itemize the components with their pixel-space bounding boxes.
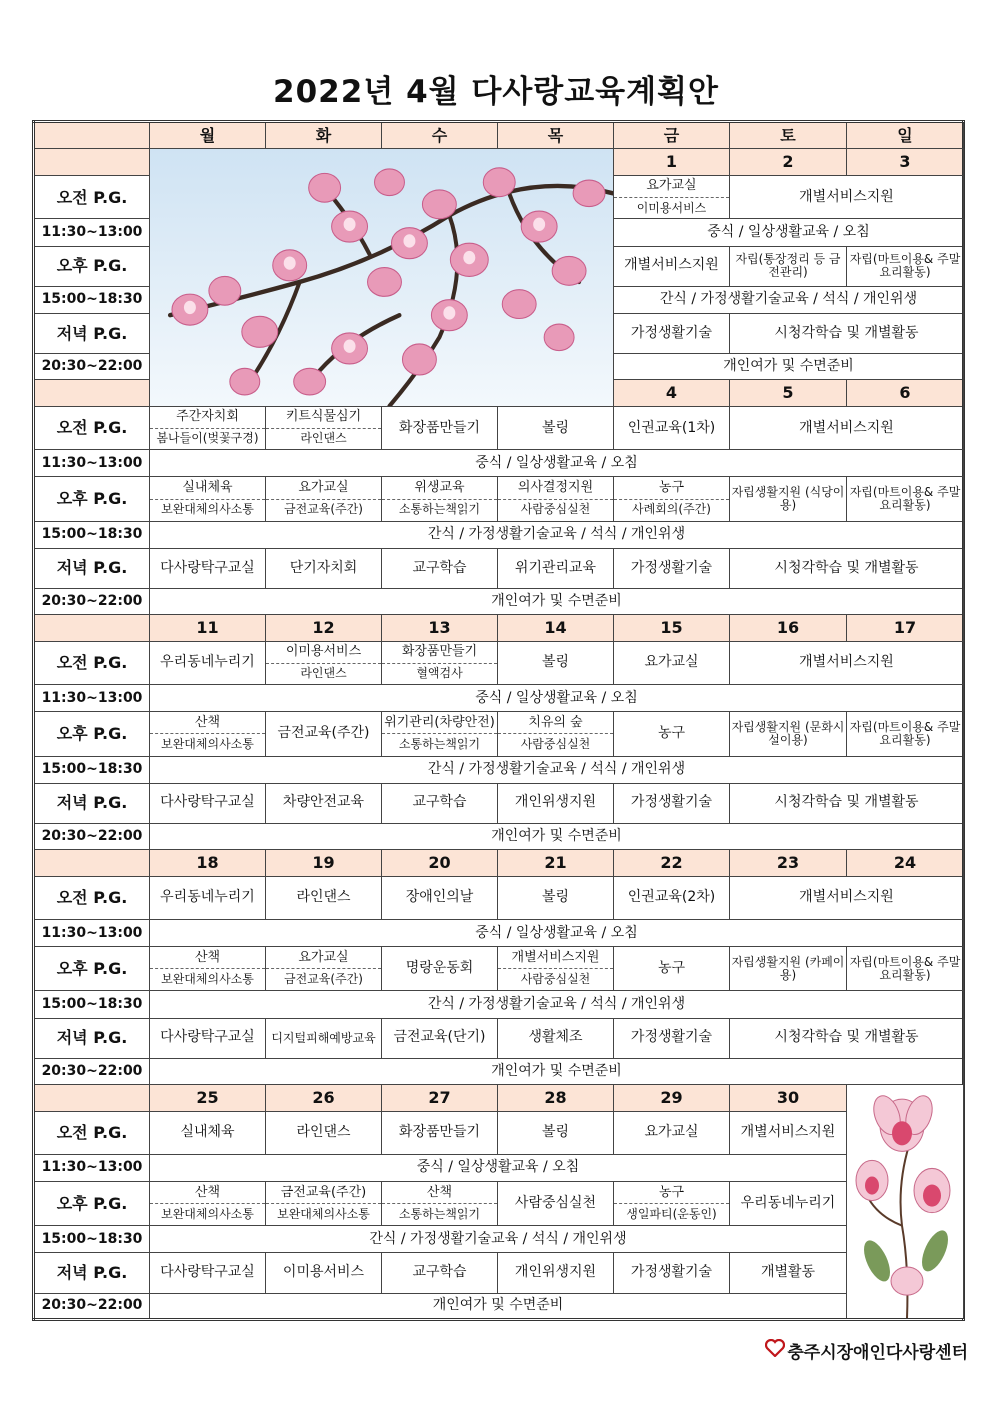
footer xyxy=(765,1338,968,1363)
eve-cell: 교구학습 xyxy=(382,783,498,823)
program-text: 요가교실 xyxy=(298,949,349,965)
date-cell: 29 xyxy=(614,1084,730,1111)
eve-cell: 다사랑탁구교실 xyxy=(150,1253,266,1293)
pm-cell xyxy=(150,1182,266,1226)
date-cell: 4 xyxy=(614,380,730,407)
pm-label: 오후 P.G. xyxy=(34,1182,150,1226)
program-text: 라인댄스 xyxy=(266,428,381,450)
am-cell xyxy=(150,407,266,450)
am-cell: 우리동네누리기 xyxy=(150,876,266,919)
date-cell: 24 xyxy=(847,849,964,876)
program-text: 사례회의(주간) xyxy=(614,499,729,521)
lunch-cell: 중식 / 일상생활교육 / 오침 xyxy=(150,1155,847,1182)
eve-cell: 가정생활기술 xyxy=(614,1253,730,1293)
am-cell: 라인댄스 xyxy=(266,1111,382,1154)
program-text: 농구 xyxy=(658,1184,685,1200)
date-row-label xyxy=(34,380,150,407)
eve-cell: 차량안전교육 xyxy=(266,783,382,823)
date-row-label xyxy=(34,614,150,641)
date-row xyxy=(34,849,964,876)
date-cell: 25 xyxy=(150,1084,266,1111)
lunch-row xyxy=(34,920,964,947)
pm-label: 오후 P.G. xyxy=(34,712,150,756)
date-cell: 21 xyxy=(498,849,614,876)
am-cell: 개별서비스지원 xyxy=(730,876,964,919)
pm-cell xyxy=(498,477,614,521)
night-cell: 개인여가 및 수면준비 xyxy=(614,353,964,379)
pm-cell xyxy=(266,477,382,521)
eve-cell: 개인위생지원 xyxy=(498,1253,614,1293)
am-row xyxy=(34,876,964,919)
weekday-label: 화 xyxy=(266,122,382,149)
lunch-time-label: 11:30~13:00 xyxy=(34,685,150,712)
night-time-label: 20:30~22:00 xyxy=(34,1058,150,1084)
program-text: 생일파티(운동인) xyxy=(614,1203,729,1225)
pm-cell xyxy=(382,477,498,521)
date-cell: 3 xyxy=(847,149,964,176)
eve-cell: 위기관리교육 xyxy=(498,548,614,588)
pm-cell xyxy=(150,712,266,756)
eve-row xyxy=(34,548,964,588)
date-cell: 30 xyxy=(730,1084,847,1111)
program-text: 혈액검사 xyxy=(382,663,497,685)
program-text: 요가교실 xyxy=(646,178,697,194)
am-cell: 요가교실 xyxy=(614,642,730,685)
eve-cell: 개인위생지원 xyxy=(498,783,614,823)
am-cell: 개별서비스지원 xyxy=(730,176,964,219)
program-text: 이미용서비스 xyxy=(614,197,729,219)
pm-row xyxy=(34,712,964,756)
date-cell: 15 xyxy=(614,614,730,641)
date-cell: 26 xyxy=(266,1084,382,1111)
am-label: 오전 P.G. xyxy=(34,1111,150,1154)
pm-cell xyxy=(614,1182,730,1226)
eve-cell: 교구학습 xyxy=(382,548,498,588)
am-cell: 개별서비스지원 xyxy=(730,407,964,450)
program-text: 이미용서비스 xyxy=(285,644,362,660)
am-cell: 개별서비스지원 xyxy=(730,642,964,685)
date-row-label xyxy=(34,1084,150,1111)
lunch-cell: 중식 / 일상생활교육 / 오침 xyxy=(150,450,964,477)
program-text: 농구 xyxy=(658,479,685,495)
snack-row xyxy=(34,521,964,548)
date-cell: 19 xyxy=(266,849,382,876)
am-label: 오전 P.G. xyxy=(34,176,150,219)
am-cell: 볼링 xyxy=(498,407,614,450)
weekday-label: 월 xyxy=(150,122,266,149)
eve-cell: 교구학습 xyxy=(382,1253,498,1293)
am-cell xyxy=(614,176,730,219)
am-row xyxy=(34,642,964,685)
pm-cell: 명랑운동회 xyxy=(382,947,498,991)
am-cell: 인권교육(2차) xyxy=(614,876,730,919)
pm-row xyxy=(34,477,964,521)
pm-cell: 농구 xyxy=(614,947,730,991)
program-text: 금전교육(주간) xyxy=(266,499,381,521)
am-row xyxy=(34,407,964,450)
lunch-cell: 중식 / 일상생활교육 / 오침 xyxy=(614,219,964,246)
date-row xyxy=(34,614,964,641)
eve-cell: 시청각학습 및 개별활동 xyxy=(730,313,964,353)
pm-cell xyxy=(498,947,614,991)
program-text: 화장품만들기 xyxy=(401,644,478,660)
organization-name: 충주시장애인다사랑센터 xyxy=(787,1343,968,1363)
am-cell: 볼링 xyxy=(498,1111,614,1154)
eve-label: 저녁 P.G. xyxy=(34,548,150,588)
eve-row xyxy=(34,783,964,823)
program-text: 소통하는책읽기 xyxy=(382,1203,497,1225)
night-time-label: 20:30~22:00 xyxy=(34,353,150,379)
weekday-label: 토 xyxy=(730,122,847,149)
pm-cell xyxy=(150,947,266,991)
am-cell: 실내체육 xyxy=(150,1111,266,1154)
pm-cell xyxy=(614,477,730,521)
pm-cell xyxy=(382,1182,498,1226)
date-row-label xyxy=(34,849,150,876)
pm-cell: 자립(마트이용& 주말요리활동) xyxy=(847,712,964,756)
eve-cell: 개별활동 xyxy=(730,1253,847,1293)
pm-cell: 자립생활지원 (식당이용) xyxy=(730,477,847,521)
night-time-label: 20:30~22:00 xyxy=(34,823,150,849)
date-cell: 6 xyxy=(847,380,964,407)
pm-cell: 농구 xyxy=(614,712,730,756)
program-text: 실내체육 xyxy=(182,479,233,495)
date-cell: 28 xyxy=(498,1084,614,1111)
weekday-label: 일 xyxy=(847,122,964,149)
pm-cell: 금전교육(주간) xyxy=(266,712,382,756)
date-cell: 27 xyxy=(382,1084,498,1111)
am-row xyxy=(34,1111,964,1154)
lunch-row xyxy=(34,1155,964,1182)
date-cell: 16 xyxy=(730,614,847,641)
date-cell: 13 xyxy=(382,614,498,641)
program-text: 산책 xyxy=(194,714,221,730)
eve-label: 저녁 P.G. xyxy=(34,313,150,353)
program-text: 산책 xyxy=(194,949,221,965)
snack-time-label: 15:00~18:30 xyxy=(34,286,150,313)
program-text: 사람중심실천 xyxy=(498,968,613,990)
date-row xyxy=(34,149,964,176)
eve-cell: 다사랑탁구교실 xyxy=(150,783,266,823)
snack-time-label: 15:00~18:30 xyxy=(34,1226,150,1253)
snack-row xyxy=(34,1226,964,1253)
date-cell: 17 xyxy=(847,614,964,641)
program-text: 키트식물심기 xyxy=(285,409,362,425)
date-cell: 23 xyxy=(730,849,847,876)
night-time-label: 20:30~22:00 xyxy=(34,1293,150,1319)
date-cell: 22 xyxy=(614,849,730,876)
lunch-row xyxy=(34,450,964,477)
am-cell: 볼링 xyxy=(498,642,614,685)
pm-label: 오후 P.G. xyxy=(34,477,150,521)
eve-cell: 다사랑탁구교실 xyxy=(150,548,266,588)
date-cell: 1 xyxy=(614,149,730,176)
program-text: 보완대체의사소통 xyxy=(150,968,265,990)
pm-label: 오후 P.G. xyxy=(34,246,150,286)
program-text: 개별서비스지원 xyxy=(511,949,600,965)
program-text: 라인댄스 xyxy=(266,663,381,685)
eve-cell: 시청각학습 및 개별활동 xyxy=(730,783,964,823)
eve-row xyxy=(34,1018,964,1058)
snack-time-label: 15:00~18:30 xyxy=(34,756,150,783)
am-cell xyxy=(382,642,498,685)
pm-row xyxy=(34,947,964,991)
weekday-label: 금 xyxy=(614,122,730,149)
am-cell: 화장품만들기 xyxy=(382,407,498,450)
lunch-time-label: 11:30~13:00 xyxy=(34,450,150,477)
am-label: 오전 P.G. xyxy=(34,876,150,919)
eve-cell: 금전교육(단기) xyxy=(382,1018,498,1058)
am-cell: 장애인의날 xyxy=(382,876,498,919)
date-cell: 11 xyxy=(150,614,266,641)
night-cell: 개인여가 및 수면준비 xyxy=(150,1293,847,1319)
am-cell xyxy=(266,642,382,685)
date-row-label xyxy=(34,149,150,176)
eve-label: 저녁 P.G. xyxy=(34,783,150,823)
night-time-label: 20:30~22:00 xyxy=(34,588,150,614)
eve-cell: 가정생활기술 xyxy=(614,783,730,823)
program-text: 소통하는책읽기 xyxy=(382,733,497,755)
pm-cell: 자립(통장정리 등 금전관리) xyxy=(730,246,847,286)
am-label: 오전 P.G. xyxy=(34,407,150,450)
pm-cell: 우리동네누리기 xyxy=(730,1182,847,1226)
eve-cell: 가정생활기술 xyxy=(614,548,730,588)
am-cell: 화장품만들기 xyxy=(382,1111,498,1154)
pm-cell xyxy=(266,947,382,991)
pm-label: 오후 P.G. xyxy=(34,947,150,991)
am-cell: 인권교육(1차) xyxy=(614,407,730,450)
date-cell: 12 xyxy=(266,614,382,641)
pm-cell xyxy=(498,712,614,756)
snack-time-label: 15:00~18:30 xyxy=(34,521,150,548)
program-text: 치유의 숲 xyxy=(528,714,583,730)
lunch-row xyxy=(34,685,964,712)
eve-label: 저녁 P.G. xyxy=(34,1018,150,1058)
weekday-label: 목 xyxy=(498,122,614,149)
lunch-time-label: 11:30~13:00 xyxy=(34,1155,150,1182)
pm-cell xyxy=(382,712,498,756)
eve-cell: 이미용서비스 xyxy=(266,1253,382,1293)
pm-cell: 사람중심실천 xyxy=(498,1182,614,1226)
program-text: 사람중심실천 xyxy=(498,499,613,521)
program-text: 산책 xyxy=(426,1184,453,1200)
pm-row xyxy=(34,1182,964,1226)
date-row xyxy=(34,1084,964,1111)
magnolia-illustration xyxy=(847,1084,964,1319)
pm-cell: 자립(마트이용& 주말요리활동) xyxy=(847,477,964,521)
program-text: 요가교실 xyxy=(298,479,349,495)
date-cell: 2 xyxy=(730,149,847,176)
eve-cell: 다사랑탁구교실 xyxy=(150,1018,266,1058)
program-text: 주간자치회 xyxy=(176,409,239,425)
program-text: 금전교육(주간) xyxy=(280,1184,367,1200)
am-cell: 볼링 xyxy=(498,876,614,919)
page-title: 2022년 4월 다사랑교육계획안 xyxy=(273,74,719,110)
program-text: 위생교육 xyxy=(414,479,465,495)
lunch-cell: 중식 / 일상생활교육 / 오침 xyxy=(150,685,964,712)
night-cell: 개인여가 및 수면준비 xyxy=(150,823,964,849)
night-row xyxy=(34,588,964,614)
date-cell: 5 xyxy=(730,380,847,407)
am-cell: 개별서비스지원 xyxy=(730,1111,847,1154)
lunch-time-label: 11:30~13:00 xyxy=(34,219,150,246)
program-text: 보완대체의사소통 xyxy=(150,499,265,521)
night-row xyxy=(34,823,964,849)
eve-cell: 생활체조 xyxy=(498,1018,614,1058)
eve-cell: 가정생활기술 xyxy=(614,313,730,353)
eve-cell: 단기자치회 xyxy=(266,548,382,588)
snack-cell: 간식 / 가정생활기술교육 / 석식 / 개인위생 xyxy=(150,521,964,548)
program-text: 보완대체의사소통 xyxy=(150,733,265,755)
am-label: 오전 P.G. xyxy=(34,642,150,685)
pm-cell xyxy=(266,1182,382,1226)
eve-label: 저녁 P.G. xyxy=(34,1253,150,1293)
snack-time-label: 15:00~18:30 xyxy=(34,991,150,1018)
snack-cell: 간식 / 가정생활기술교육 / 석식 / 개인위생 xyxy=(614,286,964,313)
date-cell: 18 xyxy=(150,849,266,876)
night-cell: 개인여가 및 수면준비 xyxy=(150,1058,964,1084)
snack-row xyxy=(34,991,964,1018)
pm-cell: 자립생활지원 (문화시설이용) xyxy=(730,712,847,756)
eve-cell: 디지털피해예방교육 xyxy=(266,1018,382,1058)
weekday-header-row xyxy=(34,122,964,149)
schedule-table xyxy=(32,120,965,1321)
am-cell: 라인댄스 xyxy=(266,876,382,919)
program-text: 봄나들이(벚꽃구경) xyxy=(150,428,265,450)
snack-row xyxy=(34,756,964,783)
program-text: 보완대체의사소통 xyxy=(266,1203,381,1225)
date-cell: 14 xyxy=(498,614,614,641)
date-cell: 20 xyxy=(382,849,498,876)
snack-cell: 간식 / 가정생활기술교육 / 석식 / 개인위생 xyxy=(150,1226,847,1253)
night-row xyxy=(34,1293,964,1319)
program-text: 위기관리(차량안전) xyxy=(384,714,495,730)
pm-cell: 자립생활지원 (카페이용) xyxy=(730,947,847,991)
magnolia-photo xyxy=(150,149,614,407)
pm-cell xyxy=(150,477,266,521)
am-cell: 요가교실 xyxy=(614,1111,730,1154)
pm-cell: 개별서비스지원 xyxy=(614,246,730,286)
program-text: 사람중심실천 xyxy=(498,733,613,755)
eve-cell: 시청각학습 및 개별활동 xyxy=(730,548,964,588)
am-cell: 우리동네누리기 xyxy=(150,642,266,685)
program-text: 의사결정지원 xyxy=(517,479,594,495)
lunch-time-label: 11:30~13:00 xyxy=(34,920,150,947)
heart-logo-icon xyxy=(765,1339,785,1362)
program-text: 금전교육(주간) xyxy=(266,968,381,990)
night-row xyxy=(34,1058,964,1084)
program-text: 산책 xyxy=(194,1184,221,1200)
pm-cell: 자립(마트이용& 주말요리활동) xyxy=(847,246,964,286)
program-text: 보완대체의사소통 xyxy=(150,1203,265,1225)
snack-cell: 간식 / 가정생활기술교육 / 석식 / 개인위생 xyxy=(150,756,964,783)
pm-cell: 자립(마트이용& 주말요리활동) xyxy=(847,947,964,991)
lunch-cell: 중식 / 일상생활교육 / 오침 xyxy=(150,920,964,947)
eve-cell: 시청각학습 및 개별활동 xyxy=(730,1018,964,1058)
corner-cell xyxy=(34,122,150,149)
eve-cell: 가정생활기술 xyxy=(614,1018,730,1058)
night-cell: 개인여가 및 수면준비 xyxy=(150,588,964,614)
am-cell xyxy=(266,407,382,450)
eve-row xyxy=(34,1253,964,1293)
program-text: 소통하는책읽기 xyxy=(382,499,497,521)
weekday-label: 수 xyxy=(382,122,498,149)
snack-cell: 간식 / 가정생활기술교육 / 석식 / 개인위생 xyxy=(150,991,964,1018)
